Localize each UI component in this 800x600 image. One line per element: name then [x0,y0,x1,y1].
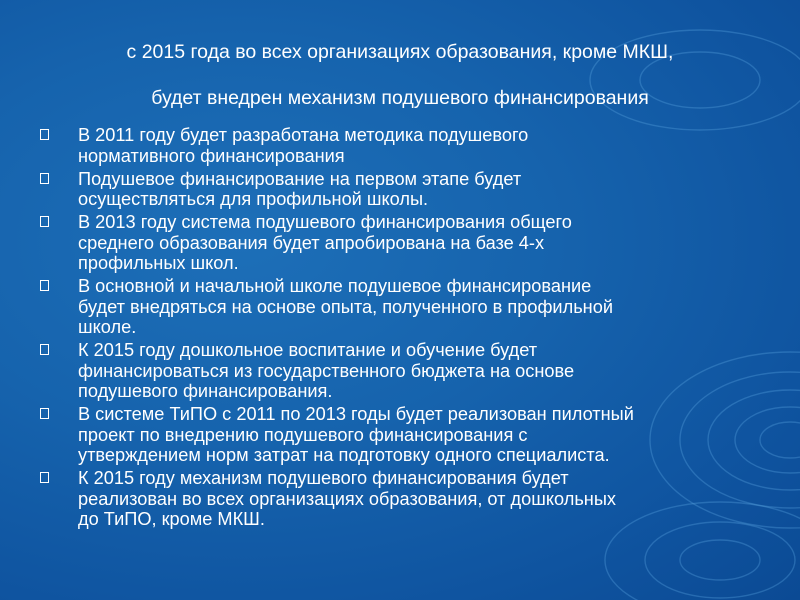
bullet-item [36,212,766,274]
bullet-item [36,340,766,402]
bullet-text-line: В системе ТиПО с 2011 по 2013 годы будет реализован пилотный [78,404,634,424]
empty-square-bullet-icon [40,216,49,227]
bullet-item [36,169,766,210]
empty-square-bullet-icon [40,408,49,419]
bullet-text-line: финансироваться из государственного бюджета на основе [78,360,575,381]
bullet-text-line: до ТиПО, кроме МКШ. [78,509,265,529]
empty-square-bullet-icon [40,173,49,184]
bullet-text-line: реализован во всех организациях образования, от дошкольных [78,488,617,509]
bullet-text-line: В основной и начальной школе подушевое финансирование [78,276,592,296]
bullet-text-line: К 2015 году механизм подушевого финансирования будет [78,468,569,488]
bullet-text-line: подушевого финансирования. [78,381,333,401]
bullet-text-line: Подушевое финансирование на первом этапе будет [78,168,522,189]
bullet-item [36,276,766,338]
empty-square-bullet-icon [40,472,49,483]
slide-title-line-1: с 2015 года во всех организациях образования, кроме МКШ, [126,41,674,63]
bullet-text-line: проект по внедрению подушевого финансирования с [78,424,528,445]
bullet-text-line: В 2011 году будет разработана методика подушевого [78,125,529,145]
bullet-text-line: профильных школ. [78,253,239,273]
bullet-text-line: В 2013 году система подушевого финансирования общего [78,212,572,232]
empty-square-bullet-icon [40,129,49,140]
bullet-text-line: утверждением норм затрат на подготовку одного специалиста. [78,445,610,465]
bullet-text-line: будет внедряться на основе опыта, полученного в профильной [78,296,613,317]
bullet-text-line: среднего образования будет апробирована на базе 4-х [78,232,545,253]
bullet-text-line: школе. [78,317,137,337]
bullet-text-line: К 2015 году дошкольное воспитание и обучение будет [78,340,538,360]
bullet-item [36,404,766,466]
bullet-item [36,125,766,166]
slide-title-line-2: будет внедрен механизм подушевого финансирования [151,87,649,109]
bullet-text-line: осуществляться для профильной школы. [78,189,429,209]
bullet-item [36,468,766,530]
empty-square-bullet-icon [40,280,49,291]
bullet-text-line: нормативного финансирования [78,145,345,166]
empty-square-bullet-icon [40,344,49,355]
bullet-list [36,125,766,532]
